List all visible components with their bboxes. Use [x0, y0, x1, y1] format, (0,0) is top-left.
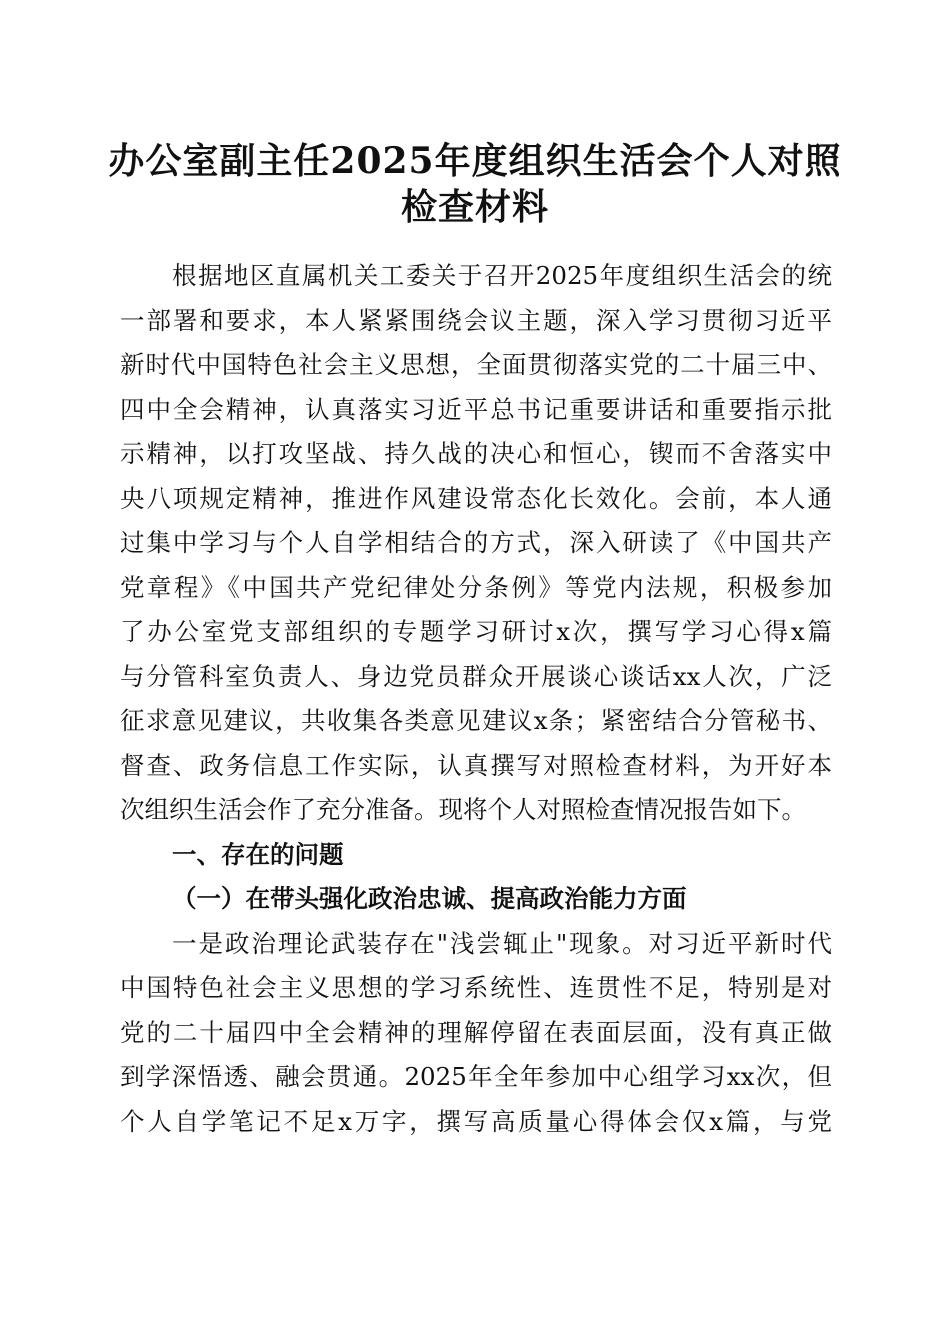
text-line: 新时代中国特色社会主义思想，全面贯彻落实党的二十届三中、	[120, 350, 832, 379]
document-title	[100, 138, 850, 230]
text-line: 示精神，以打攻坚战、持久战的决心和恒心，锲而不舍落实中	[120, 439, 832, 468]
section-heading: 一、存在的问题	[172, 839, 344, 869]
text-line: 征求意见建议，共收集各类意见建议x条；紧密结合分管秘书、	[120, 706, 832, 735]
text-line: 过集中学习与个人自学相结合的方式，深入研读了《中国共产	[120, 528, 832, 557]
text-line: 了办公室党支部组织的专题学习研讨x次，撰写学习心得x篇	[120, 617, 832, 646]
title-line-2: 检查材料	[400, 186, 549, 228]
text-line: 根据地区直属机关工委关于召开2025年度组织生活会的统	[172, 261, 832, 290]
text-line: 党的二十届四中全会精神的理解停留在表面层面，没有真正做	[120, 1017, 832, 1047]
point-paragraph	[120, 922, 832, 1145]
text-line: 中国特色社会主义思想的学习系统性、连贯性不足，特别是对	[120, 973, 832, 1002]
text-line: 个人自学笔记不足x万字，撰写高质量心得体会仅x篇，与党	[120, 1106, 832, 1136]
text-line: 与分管科室负责人、身边党员群众开展谈心谈话xx人次，广泛	[120, 661, 832, 691]
text-line: 到学深悟透、融会贯通。2025年全年参加中心组学习xx次，但	[120, 1062, 832, 1091]
text-line: 一部署和要求，本人紧紧围绕会议主题，深入学习贯彻习近平	[120, 305, 832, 335]
title-line-1: 办公室副主任2025年度组织生活会个人对照	[108, 140, 842, 182]
text-line: 督查、政务信息工作实际，认真撰写对照检查材料，为开好本	[120, 750, 832, 780]
text-line: 央八项规定精神，推进作风建设常态化长效化。会前，本人通	[120, 483, 832, 513]
text-line: 一是政治理论武装存在"浅尝辄止"现象。对习近平新时代	[172, 928, 832, 958]
text-line: 党章程》《中国共产党纪律处分条例》等党内法规，积极参加	[120, 572, 832, 602]
document-body	[120, 254, 832, 1144]
text-line: 次组织生活会作了充分准备。现将个人对照检查情况报告如下。	[120, 795, 806, 824]
subsection-heading: （一）在带头强化政治忠诚、提高政治能力方面	[172, 884, 687, 913]
text-line: 四中全会精神，认真落实习近平总书记重要讲话和重要指示批	[120, 394, 832, 424]
intro-paragraph	[120, 254, 832, 833]
